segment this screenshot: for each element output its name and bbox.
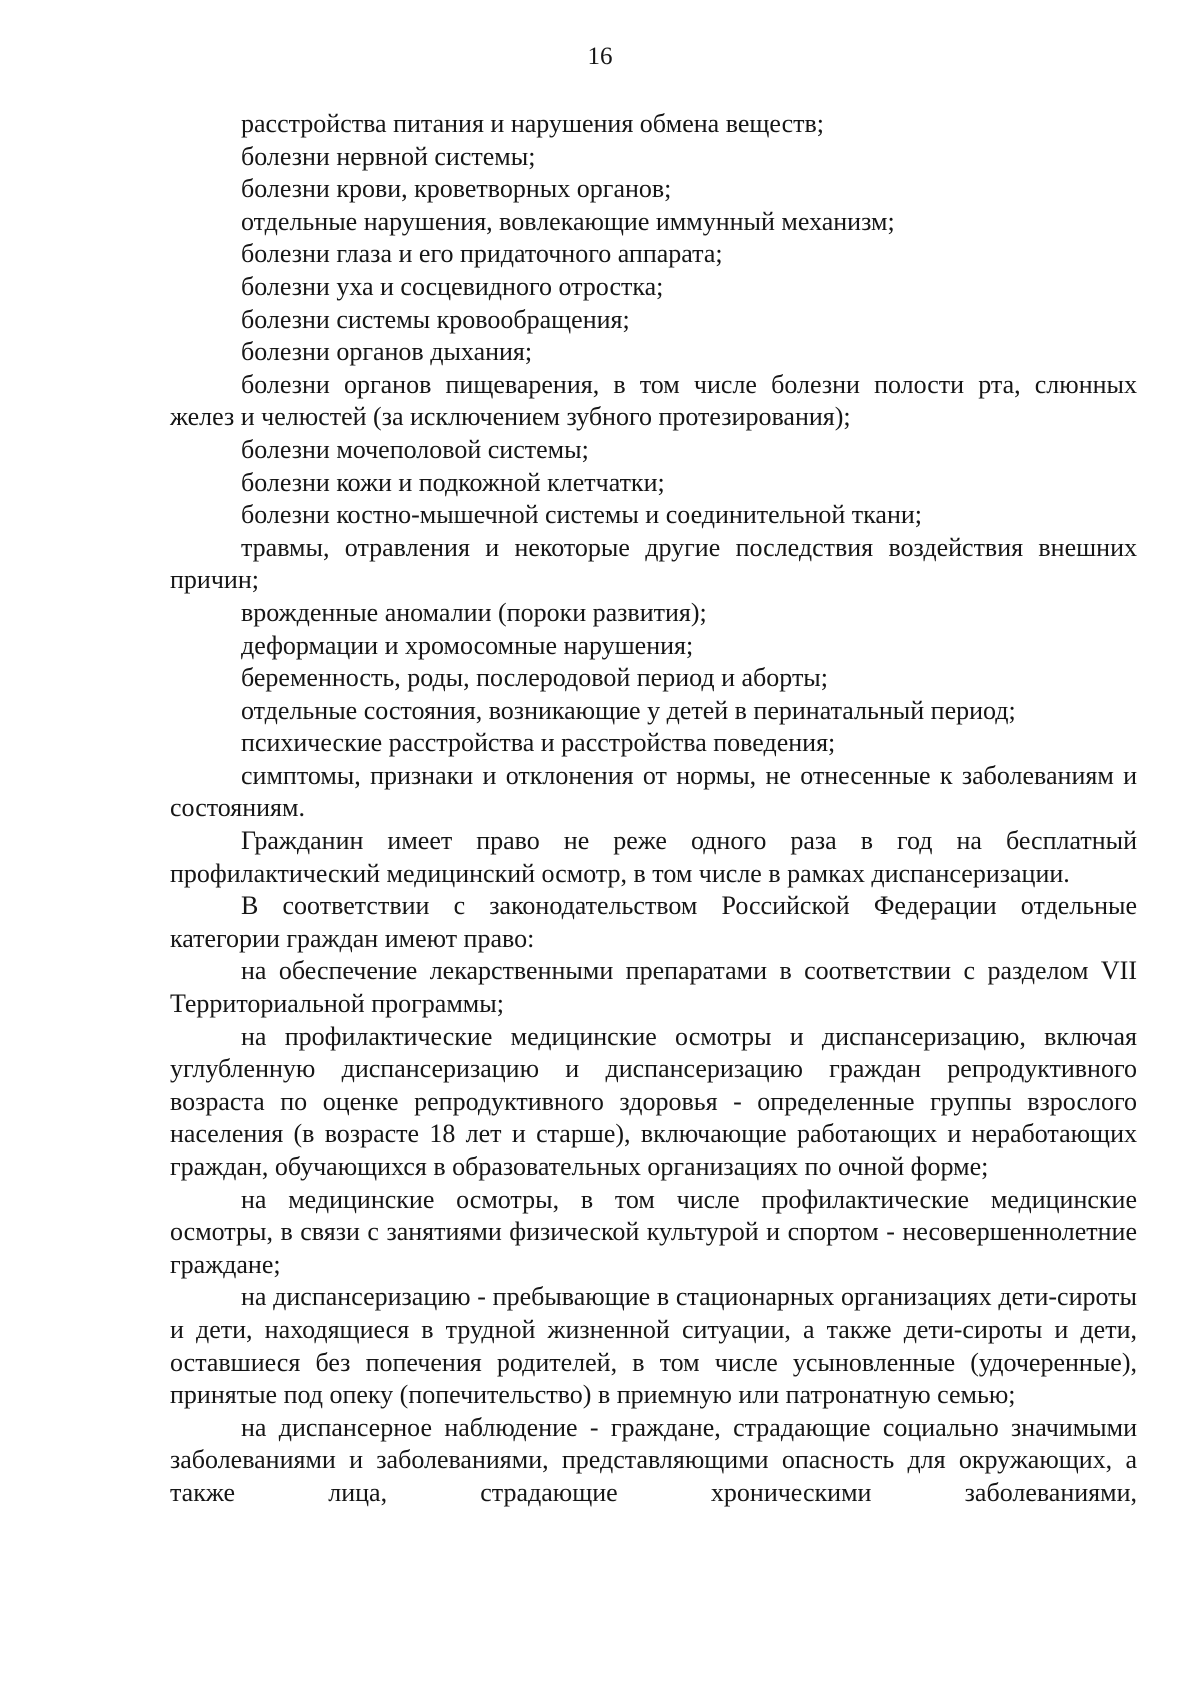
list-item-ear: болезни уха и сосцевидного отростка;: [241, 271, 664, 301]
paragraph-sports-exams: на медицинские осмотры, в том числе профилактические медицинские осмотры, в связи с занятиями физической культурой и спортом - несовершеннолетние граждане;: [170, 1184, 1137, 1279]
list-item-nervous: болезни нервной системы;: [241, 141, 536, 171]
list-item-pregnancy: беременность, роды, послеродовой период и аборты;: [241, 663, 828, 693]
list-item-blood: болезни крови, кроветворных органов;: [241, 174, 672, 204]
document-body: [170, 108, 1137, 1510]
paragraph-preventive-exams: на профилактические медицинские осмотры и диспансеризацию, включая углубленную диспансеризацию и диспансеризацию граждан репродуктивного возраста по оценке репродуктивного здоровья - определенные группы взрослого населения (в возрасте 18 лет и старше), включающие работающих и неработающих граждан, обучающихся в образовательных организациях по очной форме;: [170, 1021, 1137, 1181]
list-item-digestive: болезни органов пищеварения, в том числе болезни полости рта, слюнных желез и челюстей (за исключением зубного протезирования);: [170, 369, 1137, 432]
list-item-immune: отдельные нарушения, вовлекающие иммунный механизм;: [241, 206, 895, 236]
list-item-symptoms: симптомы, признаки и отклонения от нормы, не отнесенные к заболеваниям и состояниям.: [170, 760, 1137, 823]
list-item-eye: болезни глаза и его придаточного аппарата;: [241, 239, 723, 269]
list-item-congenital: врожденные аномалии (пороки развития);: [241, 597, 707, 627]
list-item-circulatory: болезни системы кровообращения;: [241, 304, 630, 334]
list-item-chromosomal: деформации и хромосомные нарушения;: [241, 630, 694, 660]
list-item-skin: болезни кожи и подкожной клетчатки;: [241, 467, 665, 497]
paragraph-categories: В соответствии с законодательством Российской Федерации отдельные категории граждан имеют право:: [170, 891, 1137, 953]
paragraph-dispensary-observation: на диспансерное наблюдение - граждане, страдающие социально значимыми заболеваниями и заболеваниями, представляющими опасность для окружающих, а также лица, страдающие хроническими заболеваниями,: [170, 1412, 1137, 1507]
list-item-respiratory: болезни органов дыхания;: [241, 337, 533, 367]
list-item-injuries: травмы, отравления и некоторые другие последствия воздействия внешних причин;: [170, 532, 1137, 595]
list-item-mental: психические расстройства и расстройства поведения;: [241, 728, 836, 758]
list-item-genitourinary: болезни мочеполовой системы;: [241, 434, 589, 464]
paragraph-annual-checkup: Гражданин имеет право не реже одного раза в год на бесплатный профилактический медицинский осмотр, в том числе в рамках диспансеризации.: [170, 826, 1137, 888]
paragraph-orphans: на диспансеризацию - пребывающие в стационарных организациях дети-сироты и дети, находящиеся в трудной жизненной ситуации, а также дети-сироты и дети, оставшиеся без попечения родителей, в том числе усыновленные (удочеренные), принятые под опеку (попечительство) в приемную или патронатную семью;: [170, 1282, 1137, 1410]
list-item-musculoskeletal: болезни костно-мышечной системы и соединительной ткани;: [241, 500, 923, 530]
paragraph-medicines: на обеспечение лекарственными препаратами в соответствии с разделом VII Территориальной программы;: [170, 956, 1137, 1019]
list-item-perinatal: отдельные состояния, возникающие у детей в перинатальный период;: [241, 695, 1016, 725]
list-item-nutrition: расстройства питания и нарушения обмена веществ;: [241, 109, 824, 138]
page-number: 16: [587, 43, 613, 70]
